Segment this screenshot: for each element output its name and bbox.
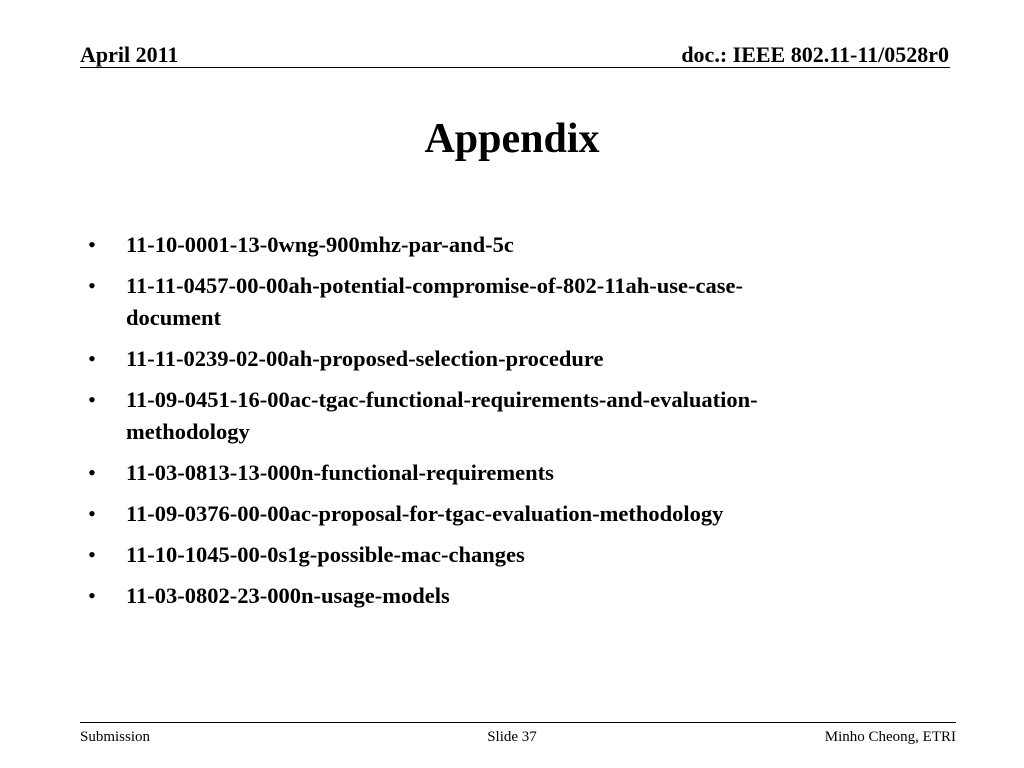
bullet-item (88, 270, 958, 334)
bullet-text-line: 11-03-0802-23-000n-usage-models (126, 583, 450, 608)
footer-author: Minho Cheong, ETRI (824, 729, 956, 745)
bullet-text-line: 11-03-0813-13-000n-functional-requirements (126, 460, 554, 485)
bullet-item (88, 498, 958, 530)
bullet-list (88, 229, 958, 621)
bullet-item (88, 580, 958, 612)
bullet-item (88, 229, 958, 261)
bullet-marker: • (88, 460, 96, 485)
bullet-marker: • (88, 232, 96, 257)
bullet-marker: • (88, 501, 96, 526)
bullet-text-line: 11-10-1045-00-0s1g-possible-mac-changes (126, 542, 525, 567)
bullet-item (88, 457, 958, 489)
bullet-item (88, 539, 958, 571)
header-date: April 2011 (80, 42, 179, 67)
bullet-marker: • (88, 583, 96, 608)
bullet-text-line: document (126, 305, 221, 330)
bullet-marker: • (88, 387, 96, 412)
header-divider (80, 67, 950, 68)
bullet-item (88, 384, 958, 448)
bullet-text-line: 11-09-0376-00-00ac-proposal-for-tgac-evaluation-methodology (126, 501, 724, 526)
footer-slide-number: Slide 37 (487, 729, 537, 745)
bullet-text-line: methodology (126, 419, 250, 444)
bullet-text-line: 11-09-0451-16-00ac-tgac-functional-requirements-and-evaluation- (126, 387, 758, 412)
bullet-marker: • (88, 273, 96, 298)
header-doc-id: doc.: IEEE 802.11-11/0528r0 (681, 42, 949, 67)
bullet-text-line: 11-11-0457-00-00ah-potential-compromise-of-802-11ah-use-case- (126, 273, 744, 298)
footer-submission: Submission (80, 729, 151, 745)
bullet-text-line: 11-11-0239-02-00ah-proposed-selection-procedure (126, 346, 604, 371)
bullet-marker: • (88, 542, 96, 567)
slide-title: Appendix (424, 116, 600, 162)
bullet-marker: • (88, 346, 96, 371)
footer-divider (80, 722, 956, 723)
bullet-item (88, 343, 958, 375)
bullet-text-line: 11-10-0001-13-0wng-900mhz-par-and-5c (126, 232, 514, 257)
